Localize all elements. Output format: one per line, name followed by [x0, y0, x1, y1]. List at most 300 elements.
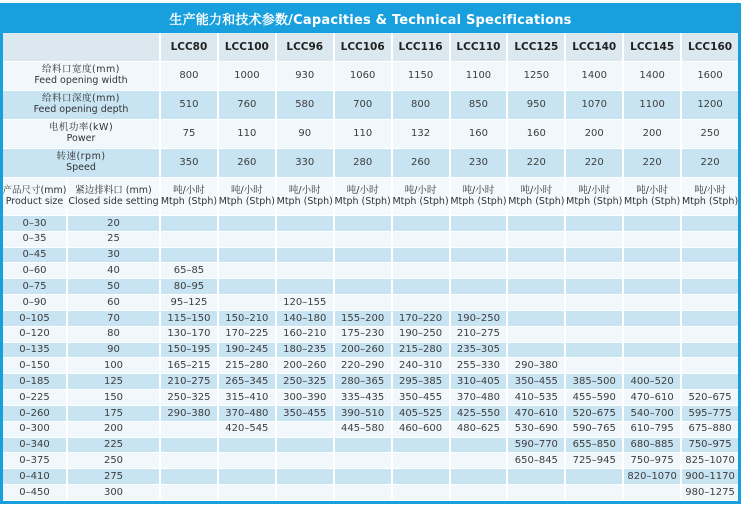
- capacity-cell: [508, 469, 564, 484]
- spec-value: 1400: [624, 62, 680, 90]
- product-size-cell: 0–450: [3, 485, 66, 500]
- capacity-cell: [161, 469, 217, 484]
- spec-value: 1400: [566, 62, 622, 90]
- capacity-cell: [335, 469, 391, 484]
- capacity-cell: [451, 216, 507, 231]
- capacity-table: [3, 33, 738, 500]
- capacity-cell: [393, 232, 449, 247]
- capacity-cell: 165–215: [161, 358, 217, 373]
- capacity-cell: [451, 295, 507, 310]
- capacity-cell: [682, 232, 738, 247]
- spec-value: 1200: [682, 91, 738, 119]
- capacity-cell: [682, 216, 738, 231]
- capacity-cell: 180–235: [277, 343, 333, 358]
- spec-value: 1100: [624, 91, 680, 119]
- unit-header-lcc145-zh: 吨/小时: [636, 184, 668, 196]
- closed-side-setting-cell: 200: [68, 422, 159, 437]
- spec-value: 75: [161, 120, 217, 148]
- spec-value: 760: [219, 91, 275, 119]
- capacity-cell: [508, 311, 564, 326]
- product-size-cell: 0–135: [3, 343, 66, 358]
- capacity-cell: 210–275: [451, 327, 507, 342]
- product-size-cell: 0–260: [3, 406, 66, 421]
- capacity-cell: [682, 374, 738, 389]
- unit-header-lcc140-en: Mtph (Stph): [566, 195, 623, 207]
- unit-header-lcc145-en: Mtph (Stph): [624, 195, 681, 207]
- capacity-cell: [566, 327, 622, 342]
- capacity-cell: [682, 263, 738, 278]
- capacity-cell: 470–610: [508, 406, 564, 421]
- spec-value: 1250: [508, 62, 564, 90]
- capacity-cell: [277, 453, 333, 468]
- closed-side-setting-cell: 250: [68, 453, 159, 468]
- capacity-cell: [451, 263, 507, 278]
- capacity-cell: 820–1070: [624, 469, 680, 484]
- capacity-cell: [335, 216, 391, 231]
- unit-header-lcc160: [682, 178, 738, 215]
- closed-side-setting-cell: 150: [68, 390, 159, 405]
- model-header-lcc110: LCC110: [451, 33, 507, 61]
- capacity-cell: 240–310: [393, 358, 449, 373]
- capacity-cell: 750–975: [682, 438, 738, 453]
- capacity-cell: [335, 263, 391, 278]
- capacity-cell: 160–210: [277, 327, 333, 342]
- unit-header-lcc140: [566, 178, 622, 215]
- capacity-cell: 390–510: [335, 406, 391, 421]
- capacity-cell: [624, 216, 680, 231]
- capacity-cell: 65–85: [161, 263, 217, 278]
- capacity-cell: [624, 248, 680, 263]
- spec-value: 1600: [682, 62, 738, 90]
- capacity-cell: [508, 485, 564, 500]
- spec-value: 220: [566, 149, 622, 177]
- closed-side-setting-cell: 90: [68, 343, 159, 358]
- unit-header-lcc110: [451, 178, 507, 215]
- capacity-cell: 610–795: [624, 422, 680, 437]
- model-header-lcc145: LCC145: [624, 33, 680, 61]
- unit-header-lcc80-en: Mtph (Stph): [161, 195, 217, 207]
- capacity-cell: [277, 422, 333, 437]
- spec-value: 160: [508, 120, 564, 148]
- unit-header-lcc145: [624, 178, 680, 215]
- closed-side-setting-cell: 100: [68, 358, 159, 373]
- spec-value: 220: [624, 149, 680, 177]
- capacity-cell: 170–220: [393, 311, 449, 326]
- spec-value: 280: [335, 149, 391, 177]
- unit-header-lcc100-en: Mtph (Stph): [218, 195, 275, 207]
- unit-header-lcc125-zh: 吨/小时: [520, 184, 553, 196]
- capacity-cell: 80–95: [161, 279, 217, 294]
- capacity-cell: 590–765: [566, 422, 622, 437]
- product-size-cell: 0–45: [3, 248, 66, 263]
- capacity-cell: [335, 248, 391, 263]
- spec-value: 110: [219, 120, 275, 148]
- closed-side-setting-cell: 300: [68, 485, 159, 500]
- model-header-lcc116: LCC116: [393, 33, 449, 61]
- capacity-cell: 350–455: [393, 390, 449, 405]
- spec-value: 220: [508, 149, 564, 177]
- closed-side-setting-cell: 125: [68, 374, 159, 389]
- capacity-cell: 115–150: [161, 311, 217, 326]
- capacity-cell: [566, 232, 622, 247]
- closed-side-setting-cell: 60: [68, 295, 159, 310]
- capacity-cell: 190–250: [393, 327, 449, 342]
- capacity-cell: 280–365: [335, 374, 391, 389]
- product-size-cell: 0–30: [3, 216, 66, 231]
- spec-label: [3, 91, 159, 119]
- capacity-cell: [566, 358, 622, 373]
- closed-side-setting-cell: 30: [68, 248, 159, 263]
- capacity-cell: [219, 485, 275, 500]
- unit-header-lcc125: [508, 178, 564, 215]
- capacity-cell: [277, 485, 333, 500]
- spec-label-zh: 给料口宽度(mm): [42, 64, 120, 76]
- capacity-cell: [624, 263, 680, 278]
- capacity-cell: [335, 453, 391, 468]
- model-header-lcc125: LCC125: [508, 33, 564, 61]
- capacity-cell: [393, 485, 449, 500]
- closed-side-setting-header-en: Closed side setting: [68, 195, 159, 207]
- unit-header-lcc80-zh: 吨/小时: [173, 184, 205, 196]
- unit-header-lcc96-en: Mtph (Stph): [276, 195, 333, 207]
- product-size-cell: 0–150: [3, 358, 66, 373]
- capacity-cell: 220–290: [335, 358, 391, 373]
- product-size-cell: 0–185: [3, 374, 66, 389]
- capacity-cell: [277, 248, 333, 263]
- unit-header-lcc110-en: Mtph (Stph): [450, 195, 507, 207]
- capacity-cell: [508, 263, 564, 278]
- capacity-cell: [277, 279, 333, 294]
- capacity-cell: [335, 232, 391, 247]
- spec-value: 250: [682, 120, 738, 148]
- product-size-cell: 0–375: [3, 453, 66, 468]
- capacity-cell: 400–520: [624, 374, 680, 389]
- unit-header-lcc140-zh: 吨/小时: [578, 184, 611, 196]
- product-size-cell: 0–225: [3, 390, 66, 405]
- capacity-cell: [219, 453, 275, 468]
- capacity-cell: 215–280: [219, 358, 275, 373]
- capacity-cell: 410–535: [508, 390, 564, 405]
- spec-label: [3, 120, 159, 148]
- closed-side-setting-cell: 80: [68, 327, 159, 342]
- capacity-cell: 265–345: [219, 374, 275, 389]
- capacity-cell: [451, 453, 507, 468]
- capacity-cell: [682, 343, 738, 358]
- spec-label-en: Feed opening depth: [33, 104, 129, 115]
- capacity-cell: 455–590: [566, 390, 622, 405]
- model-header-lcc96: LCC96: [277, 33, 333, 61]
- capacity-cell: 290–380: [161, 406, 217, 421]
- capacity-cell: [161, 232, 217, 247]
- capacity-cell: [624, 485, 680, 500]
- spec-label-zh: 给料口深度(mm): [42, 93, 120, 105]
- capacity-cell: 725–945: [566, 453, 622, 468]
- capacity-cell: 350–455: [508, 374, 564, 389]
- unit-header-lcc100-zh: 吨/小时: [230, 184, 263, 196]
- capacity-cell: 120–155: [277, 295, 333, 310]
- spec-value: 230: [451, 149, 507, 177]
- model-header-lcc106: LCC106: [335, 33, 391, 61]
- capacity-cell: 190–245: [219, 343, 275, 358]
- capacity-cell: [624, 327, 680, 342]
- capacity-cell: [451, 485, 507, 500]
- product-size-cell: 0–90: [3, 295, 66, 310]
- capacity-cell: 200–260: [277, 358, 333, 373]
- capacity-cell: 150–195: [161, 343, 217, 358]
- capacity-cell: [566, 248, 622, 263]
- product-size-header-en: Product size: [5, 195, 64, 207]
- product-size-cell: 0–120: [3, 327, 66, 342]
- spec-value: 200: [566, 120, 622, 148]
- unit-header-lcc96-zh: 吨/小时: [288, 184, 321, 196]
- closed-side-setting-cell: 175: [68, 406, 159, 421]
- spec-value: 132: [393, 120, 449, 148]
- spec-label: [3, 149, 159, 177]
- spec-table-frame: [0, 3, 741, 504]
- product-size-header: [3, 178, 66, 215]
- capacity-cell: [682, 311, 738, 326]
- capacity-cell: 370–480: [219, 406, 275, 421]
- capacity-cell: 425–550: [451, 406, 507, 421]
- capacity-cell: [161, 422, 217, 437]
- unit-header-lcc160-en: Mtph (Stph): [682, 195, 738, 207]
- unit-header-lcc100: [219, 178, 275, 215]
- capacity-cell: [508, 343, 564, 358]
- model-header-lcc80: LCC80: [161, 33, 217, 61]
- capacity-cell: [508, 279, 564, 294]
- capacity-cell: [451, 469, 507, 484]
- spec-label: [3, 62, 159, 90]
- capacity-cell: 295–385: [393, 374, 449, 389]
- spec-value: 1150: [393, 62, 449, 90]
- capacity-cell: 170–225: [219, 327, 275, 342]
- spec-label-zh: 电机功率(kW): [48, 122, 114, 134]
- model-header-lcc140: LCC140: [566, 33, 622, 61]
- capacity-cell: [393, 295, 449, 310]
- capacity-cell: 140–180: [277, 311, 333, 326]
- spec-value: 200: [624, 120, 680, 148]
- spec-value: 580: [277, 91, 333, 119]
- unit-header-lcc116-zh: 吨/小时: [404, 184, 437, 196]
- capacity-cell: [566, 485, 622, 500]
- capacity-cell: 335–435: [335, 390, 391, 405]
- spec-value: 220: [682, 149, 738, 177]
- capacity-cell: 215–280: [393, 343, 449, 358]
- product-size-cell: 0–105: [3, 311, 66, 326]
- spec-value: 930: [277, 62, 333, 90]
- capacity-cell: [393, 263, 449, 278]
- capacity-cell: 250–325: [277, 374, 333, 389]
- capacity-cell: 420–545: [219, 422, 275, 437]
- capacity-cell: [219, 279, 275, 294]
- capacity-cell: [161, 438, 217, 453]
- capacity-cell: 460–600: [393, 422, 449, 437]
- capacity-cell: 385–500: [566, 374, 622, 389]
- capacity-cell: [451, 438, 507, 453]
- capacity-cell: [219, 295, 275, 310]
- capacity-cell: 480–625: [451, 422, 507, 437]
- capacity-cell: [624, 279, 680, 294]
- capacity-cell: [219, 248, 275, 263]
- spec-value: 1000: [219, 62, 275, 90]
- capacity-cell: [219, 263, 275, 278]
- capacity-cell: 95–125: [161, 295, 217, 310]
- capacity-cell: [219, 469, 275, 484]
- capacity-cell: 310–405: [451, 374, 507, 389]
- capacity-cell: [277, 216, 333, 231]
- capacity-cell: 650–845: [508, 453, 564, 468]
- product-size-cell: 0–300: [3, 422, 66, 437]
- closed-side-setting-cell: 25: [68, 232, 159, 247]
- closed-side-setting-header: [68, 178, 159, 215]
- spec-value: 850: [451, 91, 507, 119]
- product-size-cell: 0–340: [3, 438, 66, 453]
- capacity-cell: [335, 438, 391, 453]
- capacity-cell: [624, 295, 680, 310]
- spec-value: 350: [161, 149, 217, 177]
- capacity-cell: [335, 279, 391, 294]
- unit-header-lcc125-en: Mtph (Stph): [508, 195, 565, 207]
- capacity-cell: [566, 216, 622, 231]
- capacity-cell: [219, 438, 275, 453]
- spec-value: 950: [508, 91, 564, 119]
- capacity-cell: 250–325: [161, 390, 217, 405]
- capacity-cell: [566, 295, 622, 310]
- capacity-cell: 290–380: [508, 358, 564, 373]
- capacity-cell: [393, 453, 449, 468]
- capacity-cell: 405–525: [393, 406, 449, 421]
- capacity-cell: 680–885: [624, 438, 680, 453]
- spec-value: 800: [393, 91, 449, 119]
- capacity-cell: 520–675: [682, 390, 738, 405]
- capacity-cell: [393, 279, 449, 294]
- capacity-cell: 350–455: [277, 406, 333, 421]
- spec-value: 510: [161, 91, 217, 119]
- spec-label-en: Feed opening width: [34, 75, 128, 86]
- capacity-cell: 530–690: [508, 422, 564, 437]
- capacity-cell: [335, 295, 391, 310]
- capacity-cell: [219, 216, 275, 231]
- spec-value: 1060: [335, 62, 391, 90]
- capacity-cell: [682, 295, 738, 310]
- product-size-header-zh: 产品尺寸(mm): [3, 184, 66, 196]
- capacity-cell: [393, 438, 449, 453]
- product-size-cell: 0–60: [3, 263, 66, 278]
- capacity-cell: [277, 263, 333, 278]
- capacity-cell: [566, 343, 622, 358]
- unit-header-lcc110-zh: 吨/小时: [462, 184, 495, 196]
- capacity-cell: 235–305: [451, 343, 507, 358]
- spec-value: 260: [393, 149, 449, 177]
- capacity-cell: [393, 216, 449, 231]
- capacity-cell: 175–230: [335, 327, 391, 342]
- capacity-cell: 470–610: [624, 390, 680, 405]
- closed-side-setting-cell: 50: [68, 279, 159, 294]
- capacity-cell: [277, 232, 333, 247]
- capacity-cell: 300–390: [277, 390, 333, 405]
- spec-label-zh: 转速(rpm): [56, 151, 106, 163]
- capacity-cell: [566, 263, 622, 278]
- spec-value: 110: [335, 120, 391, 148]
- spec-label-en: Power: [66, 133, 96, 144]
- closed-side-setting-cell: 275: [68, 469, 159, 484]
- spec-value: 330: [277, 149, 333, 177]
- capacity-cell: 190–250: [451, 311, 507, 326]
- unit-header-lcc96: [277, 178, 333, 215]
- capacity-cell: 445–580: [335, 422, 391, 437]
- product-size-cell: 0–35: [3, 232, 66, 247]
- capacity-cell: [161, 485, 217, 500]
- capacity-cell: 675–880: [682, 422, 738, 437]
- capacity-cell: 825–1070: [682, 453, 738, 468]
- unit-header-lcc80: [161, 178, 217, 215]
- product-size-cell: 0–75: [3, 279, 66, 294]
- capacity-cell: [566, 469, 622, 484]
- spec-value: 160: [451, 120, 507, 148]
- spec-label-en: Speed: [66, 162, 96, 173]
- capacity-cell: [451, 279, 507, 294]
- unit-header-lcc116: [393, 178, 449, 215]
- capacity-cell: [161, 248, 217, 263]
- closed-side-setting-header-zh: 紧边排料口 (mm): [75, 184, 152, 196]
- closed-side-setting-cell: 40: [68, 263, 159, 278]
- capacity-cell: 900–1170: [682, 469, 738, 484]
- capacity-cell: 255–330: [451, 358, 507, 373]
- capacity-cell: [508, 216, 564, 231]
- capacity-cell: [682, 327, 738, 342]
- capacity-cell: 590–770: [508, 438, 564, 453]
- capacity-cell: [566, 311, 622, 326]
- capacity-cell: 980–1275: [682, 485, 738, 500]
- unit-header-lcc106-en: Mtph (Stph): [334, 195, 391, 207]
- model-header-lcc100: LCC100: [219, 33, 275, 61]
- model-header-spacer: [3, 33, 159, 61]
- capacity-cell: [219, 232, 275, 247]
- product-size-cell: 0–410: [3, 469, 66, 484]
- capacity-cell: 210–275: [161, 374, 217, 389]
- closed-side-setting-cell: 225: [68, 438, 159, 453]
- capacity-cell: [161, 453, 217, 468]
- capacity-cell: [277, 469, 333, 484]
- capacity-cell: [624, 343, 680, 358]
- unit-header-lcc116-en: Mtph (Stph): [392, 195, 449, 207]
- closed-side-setting-cell: 20: [68, 216, 159, 231]
- capacity-cell: [277, 438, 333, 453]
- capacity-cell: [508, 232, 564, 247]
- spec-value: 800: [161, 62, 217, 90]
- capacity-cell: [335, 485, 391, 500]
- spec-value: 1100: [451, 62, 507, 90]
- capacity-cell: 200–260: [335, 343, 391, 358]
- capacity-cell: 520–675: [566, 406, 622, 421]
- capacity-cell: [624, 232, 680, 247]
- capacity-cell: [161, 216, 217, 231]
- capacity-cell: 595–775: [682, 406, 738, 421]
- capacity-cell: 155–200: [335, 311, 391, 326]
- capacity-cell: 130–170: [161, 327, 217, 342]
- spec-value: 260: [219, 149, 275, 177]
- capacity-cell: 750–975: [624, 453, 680, 468]
- capacity-cell: [624, 311, 680, 326]
- capacity-cell: [624, 358, 680, 373]
- unit-header-lcc106-zh: 吨/小时: [346, 184, 379, 196]
- capacity-cell: [451, 232, 507, 247]
- spec-value: 90: [277, 120, 333, 148]
- unit-header-lcc160-zh: 吨/小时: [694, 184, 726, 196]
- capacity-cell: [508, 248, 564, 263]
- capacity-cell: 370–480: [451, 390, 507, 405]
- capacity-cell: [393, 248, 449, 263]
